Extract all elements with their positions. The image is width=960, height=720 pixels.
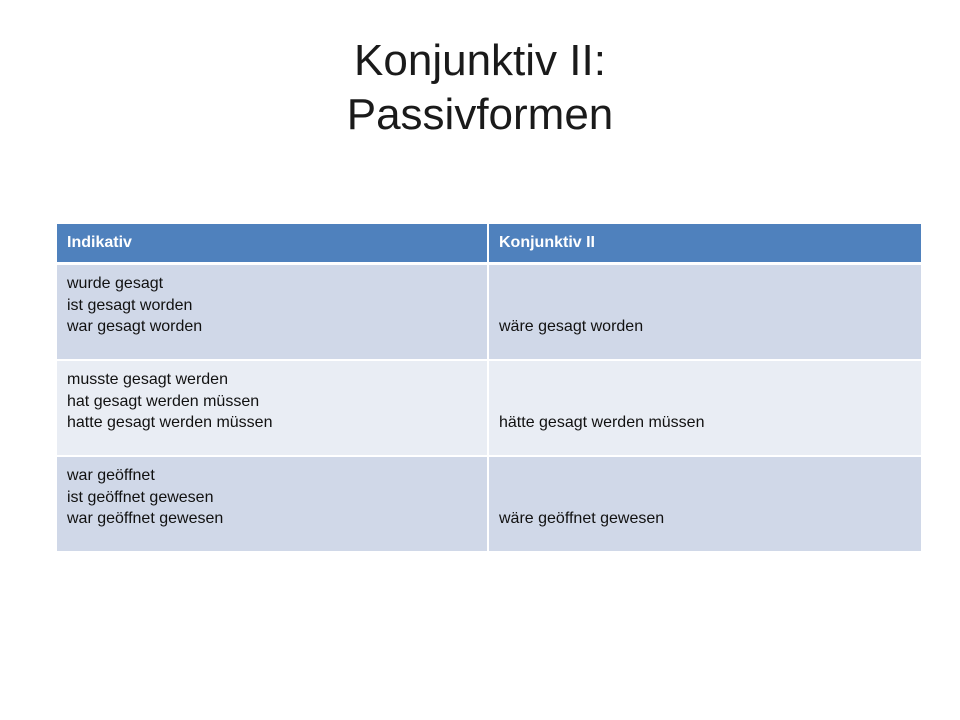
indikativ-form: ist geöffnet gewesen <box>67 488 214 506</box>
konjunktiv-form: hätte gesagt werden müssen <box>499 414 705 431</box>
indikativ-form: war geöffnet gewesen <box>67 510 224 527</box>
indikativ-form: war geöffnet <box>67 467 155 484</box>
konjunktiv-form: wäre geöffnet gewesen <box>499 510 665 527</box>
indikativ-form: hatte gesagt werden müssen <box>67 414 273 431</box>
indikativ-form: wurde gesagt <box>67 275 164 292</box>
header-indikativ: Indikativ <box>57 224 488 264</box>
table-header-row <box>57 224 921 264</box>
konjunktiv-form: wäre gesagt worden <box>499 318 644 335</box>
indikativ-form: war gesagt worden <box>67 318 203 335</box>
slide-title <box>0 34 960 142</box>
table-row <box>57 264 921 361</box>
konjunktiv-cell <box>488 456 921 552</box>
indikativ-form: ist gesagt worden <box>67 296 193 314</box>
header-konjunktiv: Konjunktiv II <box>488 224 921 264</box>
indikativ-cell <box>57 360 488 456</box>
indikativ-cell <box>57 264 488 361</box>
konjunktiv-cell <box>488 360 921 456</box>
passive-forms-table <box>57 224 921 553</box>
title-line-1: Konjunktiv II: <box>354 36 606 85</box>
konjunktiv-cell <box>488 264 921 361</box>
indikativ-form: musste gesagt werden <box>67 371 228 388</box>
indikativ-form: hat gesagt werden müssen <box>67 392 260 410</box>
indikativ-cell <box>57 456 488 552</box>
title-line-2: Passivformen <box>346 90 614 139</box>
table-row <box>57 360 921 456</box>
table-row <box>57 456 921 552</box>
